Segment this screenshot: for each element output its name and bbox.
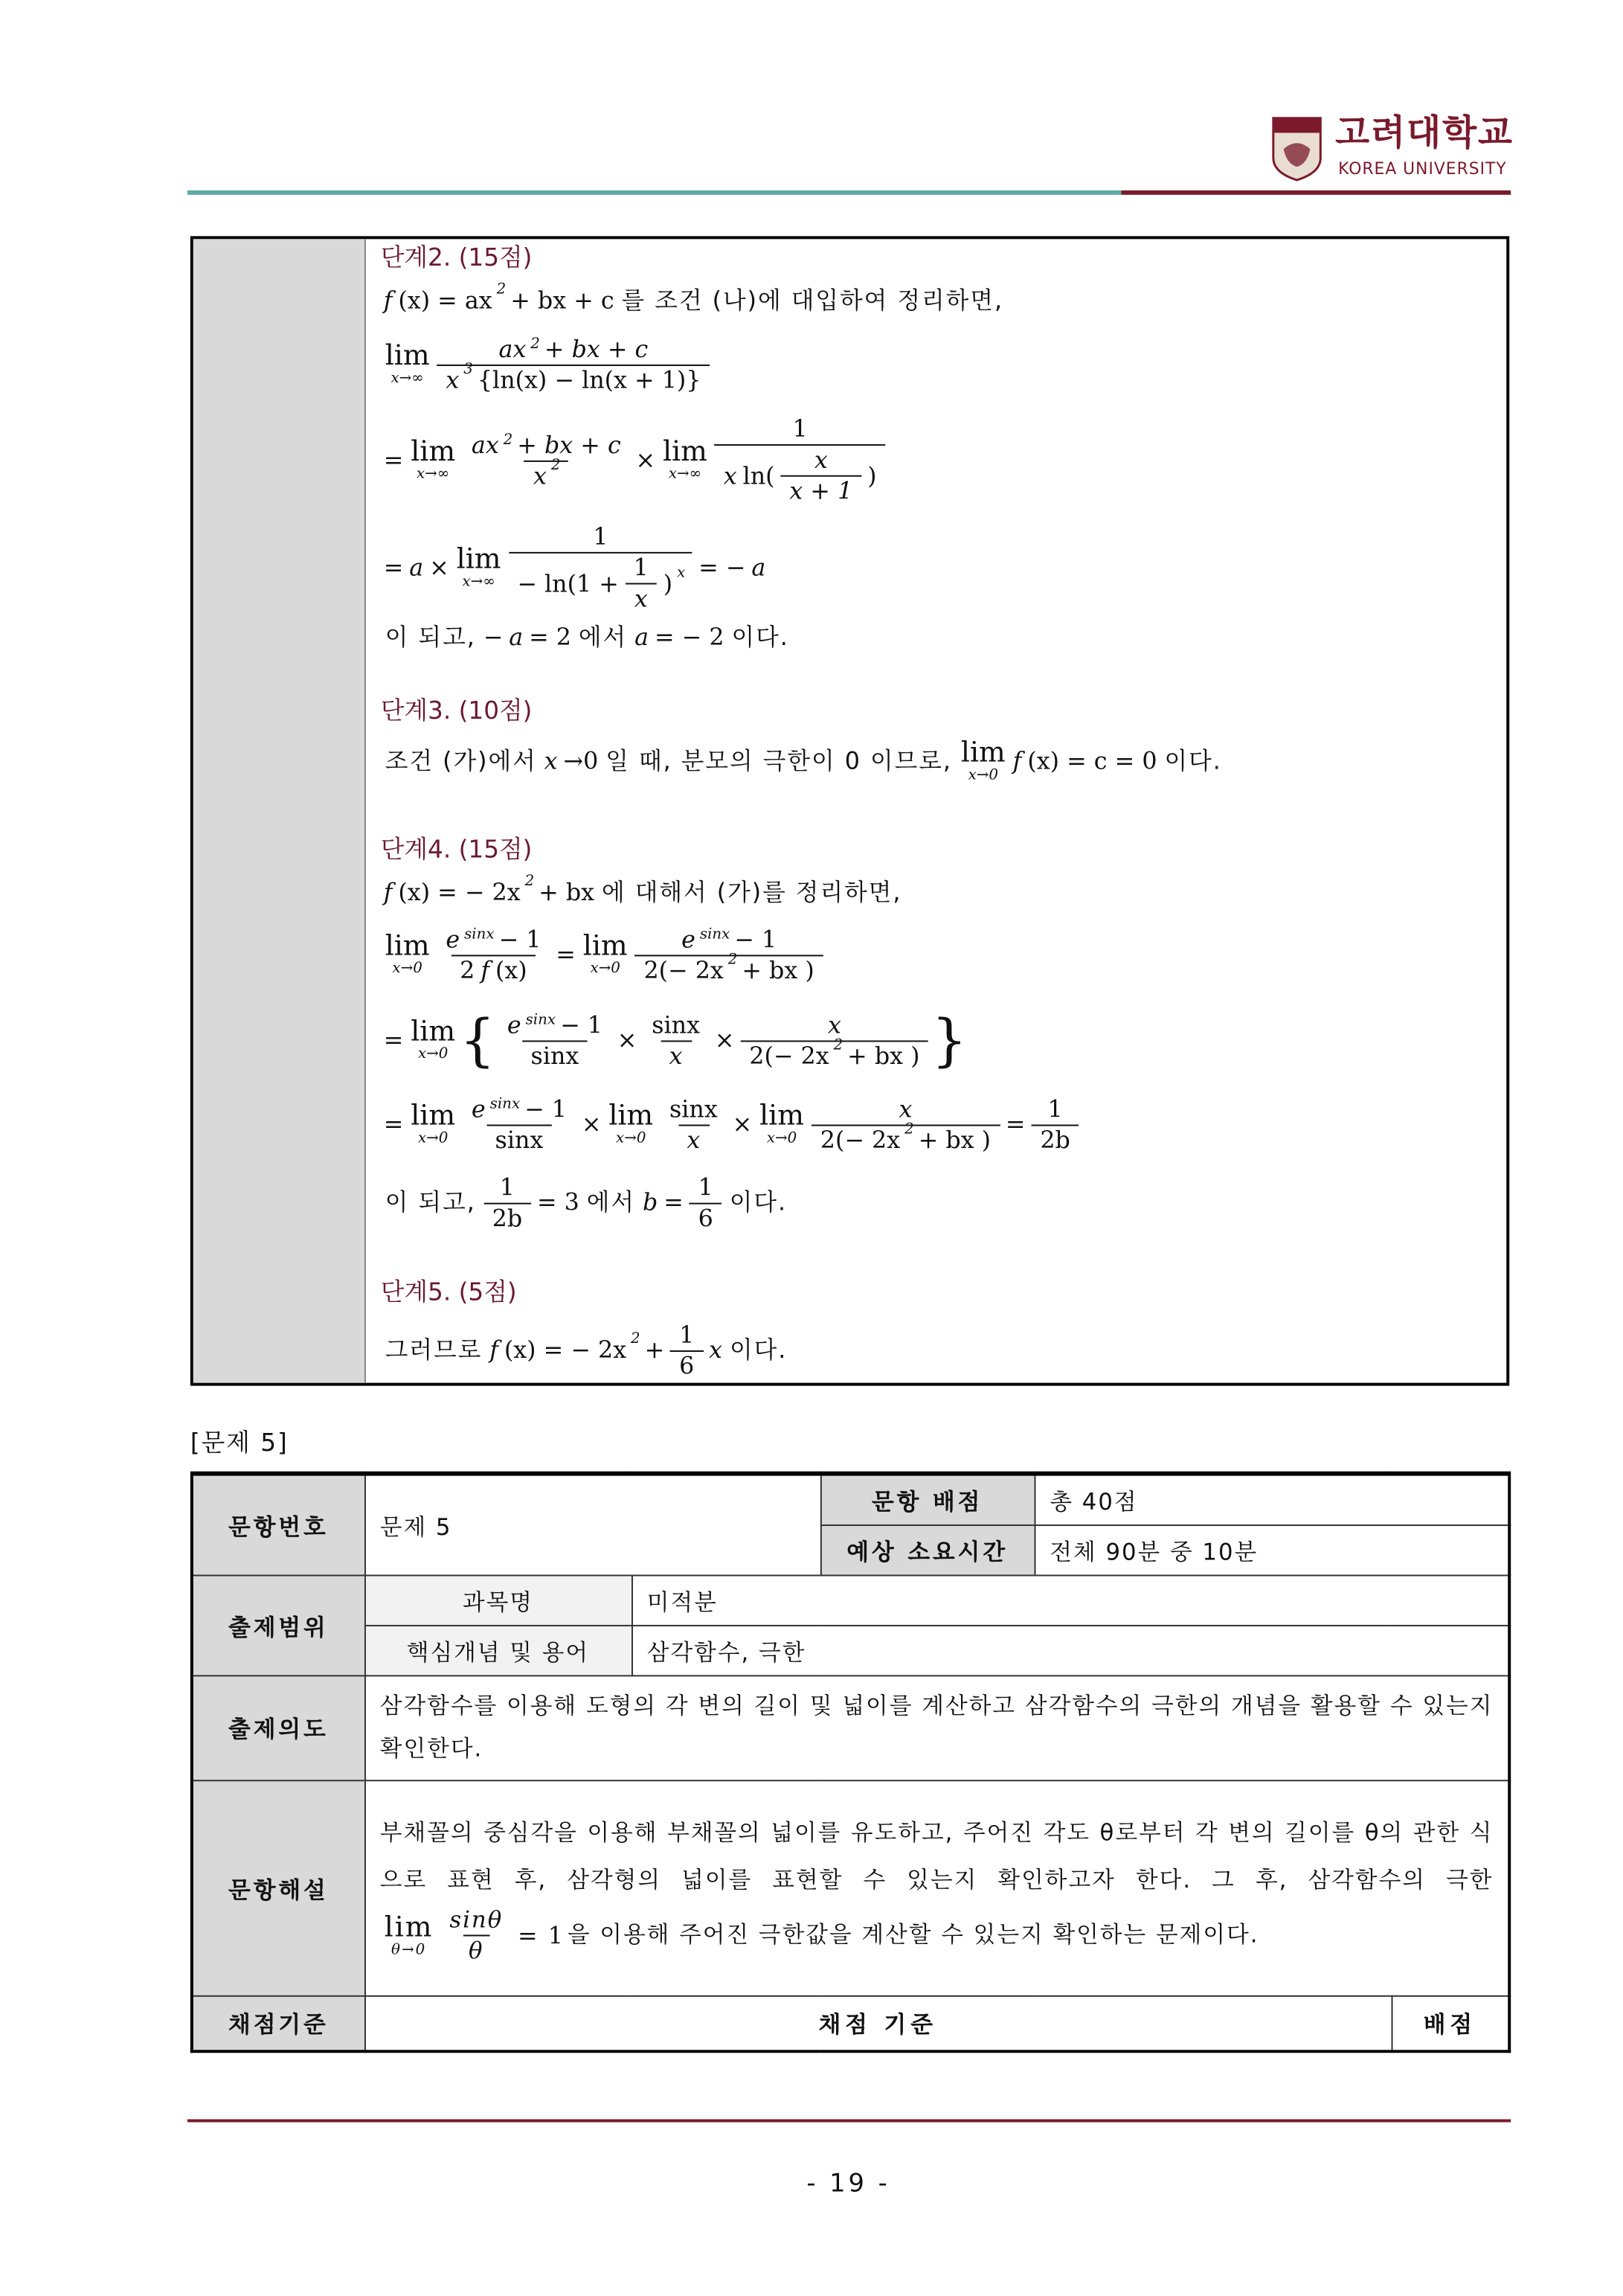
number-label: 문항번호 bbox=[192, 1474, 364, 1576]
solution-line bbox=[381, 918, 826, 992]
math-text: 2(− 2x bbox=[820, 1125, 901, 1154]
numerator bbox=[819, 1012, 850, 1040]
math-text: sinx bbox=[652, 1010, 701, 1039]
math-text: = 3 bbox=[536, 1187, 579, 1216]
solution-line bbox=[381, 283, 1008, 319]
numerator bbox=[490, 336, 658, 364]
math-text: = 2 bbox=[529, 623, 571, 651]
math-variable: + bx + c bbox=[544, 334, 649, 362]
math-text: − ln(1 + bbox=[517, 568, 619, 597]
header-divider-maroon bbox=[1122, 190, 1511, 195]
text: 이다. bbox=[729, 1335, 788, 1364]
fraction bbox=[690, 1174, 722, 1231]
lim-word: lim bbox=[663, 435, 707, 468]
denominator bbox=[740, 1036, 928, 1070]
math-text: 2 bbox=[460, 955, 475, 984]
fraction bbox=[625, 555, 658, 612]
superscript: 2 bbox=[904, 1120, 914, 1138]
solution-line bbox=[381, 695, 533, 728]
solution-line bbox=[381, 242, 533, 275]
text: 이 되고, bbox=[385, 623, 476, 651]
solution-line bbox=[381, 834, 533, 867]
lim-word: lim bbox=[385, 929, 430, 963]
brace: } bbox=[931, 1007, 968, 1074]
logo-english-text: KOREA UNIVERSITY bbox=[1338, 159, 1507, 179]
math-text: (x) = ax bbox=[398, 286, 492, 315]
solution-line bbox=[381, 875, 907, 911]
math-text: + bx ) bbox=[918, 1125, 992, 1154]
math-variable: ax bbox=[498, 334, 527, 362]
problem-heading: [문제 5] bbox=[190, 1428, 289, 1457]
math-text: + bx ) bbox=[847, 1041, 920, 1070]
text: 이다. bbox=[729, 1187, 788, 1216]
solution-table bbox=[190, 236, 1509, 1385]
solution-line bbox=[381, 999, 968, 1082]
superscript: 2 bbox=[631, 1331, 640, 1348]
math-variable: f bbox=[1012, 746, 1022, 775]
superscript: 3 bbox=[463, 360, 473, 377]
numerator bbox=[463, 432, 630, 460]
math-variable: e bbox=[507, 1010, 521, 1039]
denominator: θ bbox=[463, 1934, 489, 1964]
explain-label: 문항해설 bbox=[192, 1780, 364, 1996]
lim-word: lim bbox=[385, 339, 430, 372]
math-variable: x bbox=[827, 1010, 841, 1039]
time-value: 전체 90분 중 10분 bbox=[1035, 1525, 1510, 1575]
math-variable: + bx + c bbox=[517, 430, 621, 458]
numerator bbox=[584, 524, 617, 552]
lim-subscript: x→0 bbox=[417, 1046, 449, 1063]
lim-subscript: x→∞ bbox=[416, 466, 450, 483]
grading-header: 채점 기준 bbox=[364, 1996, 1392, 2051]
lim-subscript: x→0 bbox=[417, 1130, 449, 1147]
numerator bbox=[784, 416, 817, 444]
denominator bbox=[812, 1120, 1000, 1154]
math-text: sinx bbox=[530, 1041, 579, 1070]
text: 에서 bbox=[578, 623, 628, 651]
math-text: + bx + c bbox=[510, 286, 614, 315]
fraction bbox=[1031, 1096, 1079, 1153]
numerator bbox=[806, 447, 837, 475]
math-text: 1 bbox=[499, 1172, 515, 1201]
math-text: = bbox=[556, 940, 576, 969]
math-variable: x bbox=[723, 461, 737, 490]
explain-limit-expression bbox=[380, 1907, 568, 1964]
page-number: - 19 - bbox=[806, 2169, 890, 2199]
math-text: − 1 bbox=[734, 924, 777, 953]
superscript: 2 bbox=[550, 456, 561, 473]
numerator bbox=[491, 1174, 524, 1202]
math-text: = bbox=[383, 1025, 404, 1054]
numerator bbox=[625, 555, 658, 583]
math-text: 1 bbox=[698, 1172, 713, 1201]
numerator: sinθ bbox=[449, 1906, 504, 1934]
superscript: sinx bbox=[464, 926, 495, 943]
lim-subscript: x→0 bbox=[616, 1130, 646, 1147]
numerator bbox=[661, 1096, 727, 1124]
math-variable: x bbox=[687, 1125, 701, 1154]
fraction bbox=[437, 926, 550, 984]
intent-value: 삼각함수를 이용해 도형의 각 변의 길이 및 넓이를 계산하고 삼각함수의 극한의 개념을 활용할 수 있는지 확인한다. bbox=[364, 1675, 1509, 1780]
fraction bbox=[437, 336, 710, 393]
math-variable: a bbox=[509, 623, 524, 651]
math-text: ln( bbox=[742, 461, 775, 490]
math-variable: x bbox=[544, 746, 558, 775]
math-variable: x bbox=[634, 584, 648, 613]
math-text: = − 2 bbox=[655, 623, 724, 651]
logo-korean-text: 고려대학교 bbox=[1335, 112, 1514, 154]
numerator bbox=[463, 1096, 576, 1124]
lim-word: lim bbox=[411, 435, 456, 468]
lim-word: lim bbox=[759, 1099, 804, 1132]
numerator bbox=[437, 926, 550, 955]
text: 조건 (가)에서 bbox=[385, 746, 537, 775]
fraction bbox=[715, 416, 886, 504]
subject-label: 과목명 bbox=[364, 1575, 631, 1625]
math-text: (x) = c = 0 bbox=[1027, 746, 1157, 775]
math-variable: f bbox=[383, 286, 393, 315]
math-text: × bbox=[635, 446, 656, 474]
denominator bbox=[690, 1202, 722, 1232]
math-variable: a bbox=[409, 553, 424, 582]
math-text: 2(− 2x bbox=[749, 1041, 829, 1070]
math-text: sinx bbox=[495, 1125, 544, 1154]
math-variable: a bbox=[751, 553, 766, 582]
explain-value bbox=[364, 1780, 1509, 1996]
denominator bbox=[661, 1039, 692, 1069]
math-variable: x + 1 bbox=[789, 476, 853, 505]
time-label: 예상 소요시간 bbox=[820, 1525, 1035, 1575]
lim-operator bbox=[411, 1017, 455, 1064]
denominator bbox=[524, 456, 568, 490]
solution-content bbox=[366, 239, 1506, 1382]
math-variable: x bbox=[814, 446, 828, 474]
math-text: − 1 bbox=[560, 1010, 602, 1039]
math-text: 1 bbox=[593, 522, 608, 551]
text: 일 때, 분모의 극한이 0 이므로, bbox=[605, 746, 953, 775]
fraction bbox=[498, 1012, 611, 1069]
solution-line bbox=[381, 1318, 791, 1382]
problem-info-table bbox=[190, 1472, 1511, 2053]
math-text: = bbox=[383, 446, 404, 474]
fraction bbox=[661, 1096, 727, 1153]
step-title: 단계2. (15점) bbox=[380, 243, 533, 272]
superscript: 2 bbox=[727, 951, 738, 968]
lim-operator bbox=[385, 1912, 434, 1959]
math-variable: f bbox=[383, 878, 393, 906]
lim-word: lim bbox=[384, 1910, 434, 1943]
denominator bbox=[486, 1124, 553, 1154]
concept-value: 삼각함수, 극한 bbox=[631, 1626, 1509, 1675]
math-text: (x) bbox=[495, 955, 527, 984]
math-variable: ax bbox=[471, 430, 499, 458]
denominator bbox=[508, 552, 692, 612]
math-variable: a bbox=[634, 623, 649, 651]
lim-operator bbox=[759, 1101, 804, 1148]
fraction bbox=[643, 1012, 709, 1069]
denominator bbox=[483, 1202, 531, 1232]
explain-text-1: 부채꼴의 중심각을 이용해 부채꼴의 넓이를 유도하고, 주어진 각도 θ로부터 각 변의 길이를 θ의 관한 식으로 표현 후, 삼각형의 넓이를 표현할 수 있는지 확인하고자 한다. 그 후, 삼각함수의 극한 bbox=[379, 1819, 1494, 1893]
numerator bbox=[672, 926, 785, 955]
lim-subscript: x→0 bbox=[392, 961, 422, 978]
math-text: + bx bbox=[539, 878, 595, 906]
denominator bbox=[678, 1124, 710, 1154]
score-label: 문항 배점 bbox=[820, 1474, 1035, 1525]
math-text: − 1 bbox=[524, 1094, 567, 1123]
fraction bbox=[508, 524, 692, 612]
lim-operator bbox=[663, 437, 707, 484]
solution-line bbox=[381, 327, 713, 401]
lim-word: lim bbox=[411, 1099, 456, 1132]
lim-operator bbox=[411, 437, 455, 484]
numerator bbox=[690, 1174, 722, 1202]
superscript: sinx bbox=[489, 1095, 521, 1112]
math-text: × bbox=[429, 553, 449, 582]
math-text: × bbox=[732, 1109, 753, 1138]
math-variable: x bbox=[899, 1094, 913, 1123]
lim-operator bbox=[583, 931, 628, 978]
denominator bbox=[626, 583, 657, 613]
math-variable: e bbox=[681, 924, 695, 953]
lim-word: lim bbox=[456, 542, 501, 576]
math-text: = bbox=[383, 553, 404, 582]
math-text: = bbox=[1005, 1109, 1026, 1138]
superscript: sinx bbox=[699, 926, 730, 943]
fraction bbox=[635, 926, 823, 984]
solution-line bbox=[381, 522, 768, 614]
superscript: 2 bbox=[530, 336, 540, 353]
fraction bbox=[670, 1321, 703, 1379]
korea-university-shield-logo bbox=[1272, 117, 1322, 182]
math-text: = bbox=[663, 1187, 684, 1216]
math-text: (x) = − 2x bbox=[504, 1335, 627, 1364]
math-text: ) bbox=[867, 461, 877, 490]
denominator bbox=[437, 360, 710, 394]
fraction bbox=[781, 447, 862, 504]
text: 그러므로 bbox=[385, 1335, 483, 1364]
text: 에 대해서 (가)를 정리하면, bbox=[601, 878, 902, 906]
intent-label: 출제의도 bbox=[192, 1675, 364, 1780]
math-text: = bbox=[383, 1109, 404, 1138]
step-title: 단계5. (5점) bbox=[380, 1277, 517, 1306]
denominator bbox=[635, 951, 823, 984]
denominator bbox=[715, 444, 886, 504]
math-text: 2b bbox=[492, 1203, 523, 1232]
lim-subscript: x→∞ bbox=[462, 574, 495, 591]
lim-word: lim bbox=[582, 929, 628, 963]
fraction bbox=[440, 1907, 512, 1964]
math-variable: f bbox=[481, 955, 490, 984]
math-text: − bbox=[483, 623, 504, 651]
numerator bbox=[643, 1012, 709, 1040]
numerator bbox=[670, 1321, 703, 1350]
denominator bbox=[781, 475, 862, 505]
math-text: + bbox=[644, 1335, 665, 1364]
superscript: 2 bbox=[833, 1036, 843, 1054]
math-text: 1 bbox=[633, 553, 649, 582]
superscript: 2 bbox=[496, 281, 507, 298]
math-variable: f bbox=[489, 1335, 498, 1364]
math-text: + bx ) bbox=[742, 955, 814, 984]
denominator bbox=[670, 1350, 703, 1379]
math-text: 2(− 2x bbox=[643, 955, 724, 984]
math-text: = − bbox=[698, 553, 746, 582]
math-variable: e bbox=[446, 924, 460, 953]
denominator bbox=[451, 954, 536, 984]
lim-word: lim bbox=[608, 1099, 654, 1132]
brace: { bbox=[460, 1007, 496, 1074]
superscript: 2 bbox=[503, 432, 513, 449]
lim-subscript: x→0 bbox=[590, 961, 620, 978]
math-variable: x bbox=[446, 365, 460, 394]
footer-divider bbox=[187, 2119, 1511, 2122]
text: 이 되고, bbox=[385, 1187, 476, 1216]
solution-line bbox=[381, 407, 889, 513]
fraction bbox=[483, 1174, 531, 1231]
scope-label: 출제범위 bbox=[192, 1575, 364, 1675]
lim-subscript: x→0 bbox=[766, 1130, 797, 1147]
math-text: 6 bbox=[679, 1350, 695, 1379]
math-text: − 1 bbox=[498, 924, 541, 953]
math-text: {ln(x) − ln(x + 1)} bbox=[477, 365, 701, 394]
denominator bbox=[522, 1039, 588, 1069]
subject-value: 미적분 bbox=[631, 1575, 1509, 1625]
solution-line bbox=[381, 1277, 517, 1309]
concept-label: 핵심개념 및 용어 bbox=[364, 1626, 631, 1675]
math-variable: x bbox=[709, 1335, 723, 1364]
math-text: 2b bbox=[1040, 1125, 1070, 1154]
header-divider-teal bbox=[187, 190, 1122, 195]
superscript: 2 bbox=[524, 873, 535, 891]
math-text: 1 bbox=[679, 1320, 695, 1349]
explain-text-2: 을 이용해 주어진 극한값을 계산할 수 있는지 확인하는 문제이다. bbox=[567, 1921, 1259, 1949]
fraction bbox=[463, 432, 630, 489]
lim-operator bbox=[961, 738, 1006, 785]
step-title: 단계3. (10점) bbox=[380, 696, 533, 725]
points-header: 배점 bbox=[1392, 1996, 1510, 2051]
numerator bbox=[1039, 1096, 1072, 1124]
step-title: 단계4. (15점) bbox=[380, 835, 533, 864]
fraction bbox=[740, 1012, 928, 1069]
lim-subscript: θ→0 bbox=[391, 1941, 427, 1958]
fraction bbox=[812, 1096, 1000, 1153]
math-text: sinx bbox=[669, 1094, 718, 1123]
lim-word: lim bbox=[960, 736, 1006, 769]
fraction bbox=[463, 1096, 576, 1153]
equals-one: = 1 bbox=[518, 1920, 565, 1949]
math-variable: b bbox=[642, 1187, 658, 1216]
math-text: →0 bbox=[563, 746, 599, 775]
lim-operator bbox=[608, 1101, 653, 1148]
lim-subscript: x→0 bbox=[968, 767, 999, 784]
text: 에서 bbox=[586, 1187, 636, 1216]
lim-operator bbox=[456, 542, 501, 591]
lim-operator bbox=[385, 931, 430, 978]
text: 이다. bbox=[1164, 746, 1222, 775]
math-text: × bbox=[714, 1025, 735, 1054]
superscript: x bbox=[677, 564, 686, 581]
lim-operator bbox=[385, 341, 430, 388]
solution-line bbox=[381, 1088, 1082, 1161]
number-value: 문제 5 bbox=[364, 1474, 820, 1576]
text: 를 조건 (나)에 대입하여 정리하면, bbox=[621, 286, 1004, 315]
lim-word: lim bbox=[411, 1015, 456, 1048]
math-variable: e bbox=[471, 1094, 486, 1123]
solution-line bbox=[381, 621, 794, 654]
math-text: 1 bbox=[1047, 1094, 1063, 1123]
math-text: (x) = − 2x bbox=[398, 878, 521, 906]
math-variable: x bbox=[669, 1041, 683, 1070]
math-variable: x bbox=[533, 461, 547, 490]
lim-subscript: x→∞ bbox=[391, 370, 424, 387]
solution-line bbox=[381, 1167, 791, 1238]
text: 이다. bbox=[731, 623, 789, 651]
math-text: 1 bbox=[792, 414, 808, 443]
numerator bbox=[498, 1012, 611, 1040]
math-text: × bbox=[581, 1109, 602, 1138]
superscript: sinx bbox=[525, 1011, 556, 1028]
math-text: 6 bbox=[698, 1203, 713, 1232]
solution-line bbox=[381, 732, 1227, 791]
lim-operator bbox=[411, 1101, 455, 1148]
grading-label: 채점기준 bbox=[192, 1996, 364, 2051]
solution-label-column bbox=[193, 239, 366, 1382]
numerator bbox=[890, 1096, 922, 1124]
math-text: ) bbox=[663, 568, 673, 597]
score-value: 총 40점 bbox=[1035, 1474, 1510, 1525]
lim-subscript: x→∞ bbox=[668, 466, 702, 483]
math-text: × bbox=[617, 1025, 637, 1054]
denominator bbox=[1031, 1124, 1079, 1154]
